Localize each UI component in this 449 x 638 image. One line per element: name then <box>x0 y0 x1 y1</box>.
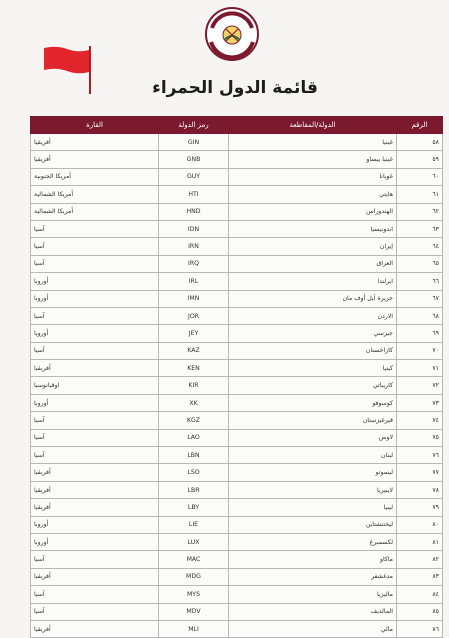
cell-continent: أفريقيا <box>31 481 159 498</box>
cell-num: ٦٤ <box>397 238 443 255</box>
table-row <box>31 394 443 411</box>
cell-continent: أمريكا الشمالية <box>31 186 159 203</box>
cell-name: لاوس <box>229 429 397 446</box>
red-flag-icon <box>42 44 94 96</box>
cell-code: MLI <box>159 620 229 637</box>
cell-num: ٨٦ <box>397 620 443 637</box>
cell-num: ٦٩ <box>397 325 443 342</box>
cell-code: HND <box>159 203 229 220</box>
cell-code: JOR <box>159 307 229 324</box>
cell-continent: آسيا <box>31 551 159 568</box>
cell-name: كوسوفو <box>229 394 397 411</box>
cell-continent: آسيا <box>31 586 159 603</box>
cell-name: هايتي <box>229 186 397 203</box>
cell-name: لايبيريا <box>229 481 397 498</box>
cell-name: الهندوراس <box>229 203 397 220</box>
cell-continent: آسيا <box>31 447 159 464</box>
cell-continent: آسيا <box>31 255 159 272</box>
table-row <box>31 307 443 324</box>
cell-num: ٦٠ <box>397 168 443 185</box>
table-row <box>31 238 443 255</box>
cell-code: MDV <box>159 603 229 620</box>
cell-code: JEY <box>159 325 229 342</box>
header-num: الرقم <box>397 117 443 134</box>
table-row <box>31 360 443 377</box>
cell-num: ٧٢ <box>397 377 443 394</box>
cell-num: ٧٤ <box>397 412 443 429</box>
qatar-moph-logo <box>196 4 268 66</box>
cell-continent: أفريقيا <box>31 499 159 516</box>
cell-code: MDG <box>159 568 229 585</box>
cell-continent: أفريقيا <box>31 360 159 377</box>
cell-num: ٨٢ <box>397 551 443 568</box>
table-row <box>31 255 443 272</box>
cell-code: LAO <box>159 429 229 446</box>
page-title: قائمة الدول الحمراء <box>152 78 318 98</box>
cell-num: ٥٩ <box>397 151 443 168</box>
cell-continent: آسيا <box>31 307 159 324</box>
cell-code: LBN <box>159 447 229 464</box>
cell-name: الاردن <box>229 307 397 324</box>
cell-name: لبنان <box>229 447 397 464</box>
cell-code: MYS <box>159 586 229 603</box>
cell-code: IRL <box>159 273 229 290</box>
cell-name: العراق <box>229 255 397 272</box>
cell-code: LUX <box>159 533 229 550</box>
cell-continent: أمريكا الجنوبية <box>31 168 159 185</box>
cell-num: ٧٥ <box>397 429 443 446</box>
cell-code: KAZ <box>159 342 229 359</box>
table-row <box>31 568 443 585</box>
cell-name: كاريباتي <box>229 377 397 394</box>
cell-name: ايرلندا <box>229 273 397 290</box>
cell-num: ٦٥ <box>397 255 443 272</box>
table-row <box>31 586 443 603</box>
cell-name: غويانا <box>229 168 397 185</box>
cell-code: GIN <box>159 134 229 151</box>
cell-continent: آسيا <box>31 603 159 620</box>
cell-num: ٧٣ <box>397 394 443 411</box>
table-row <box>31 186 443 203</box>
table-row <box>31 447 443 464</box>
table-row <box>31 499 443 516</box>
red-countries-table <box>30 116 443 638</box>
table-row <box>31 516 443 533</box>
cell-num: ٦٨ <box>397 307 443 324</box>
cell-continent: أوروبا <box>31 533 159 550</box>
cell-continent: أفريقيا <box>31 620 159 637</box>
table-row <box>31 620 443 637</box>
table-row <box>31 151 443 168</box>
cell-code: KIR <box>159 377 229 394</box>
cell-name: ليسوتو <box>229 464 397 481</box>
cell-num: ٧٧ <box>397 464 443 481</box>
cell-continent: آسيا <box>31 342 159 359</box>
cell-name: كازاخستان <box>229 342 397 359</box>
table-row <box>31 603 443 620</box>
cell-name: غينيا <box>229 134 397 151</box>
cell-code: LIE <box>159 516 229 533</box>
table-body <box>31 134 443 638</box>
cell-name: مالي <box>229 620 397 637</box>
cell-code: XK <box>159 394 229 411</box>
cell-name: المالديف <box>229 603 397 620</box>
cell-name: ليبيا <box>229 499 397 516</box>
table-row <box>31 551 443 568</box>
cell-code: KGZ <box>159 412 229 429</box>
cell-num: ٦١ <box>397 186 443 203</box>
table-row <box>31 220 443 237</box>
cell-continent: أوروبا <box>31 290 159 307</box>
cell-name: اندونيسيا <box>229 220 397 237</box>
cell-num: ٧٠ <box>397 342 443 359</box>
cell-continent: اوقيانوسيا <box>31 377 159 394</box>
cell-continent: أفريقيا <box>31 151 159 168</box>
cell-num: ٨٠ <box>397 516 443 533</box>
table-row <box>31 290 443 307</box>
cell-name: غينيا بيساو <box>229 151 397 168</box>
header-code: رمز الدولة <box>159 117 229 134</box>
cell-name: كينيا <box>229 360 397 377</box>
cell-num: ٦٧ <box>397 290 443 307</box>
cell-continent: أمريكا الشمالية <box>31 203 159 220</box>
cell-continent: آسيا <box>31 220 159 237</box>
header-continent: القارة <box>31 117 159 134</box>
cell-code: MAC <box>159 551 229 568</box>
cell-code: LSO <box>159 464 229 481</box>
table-row <box>31 412 443 429</box>
cell-name: ماكاو <box>229 551 397 568</box>
cell-code: IRN <box>159 238 229 255</box>
cell-num: ٨٥ <box>397 603 443 620</box>
cell-continent: آسيا <box>31 412 159 429</box>
cell-num: ٦٣ <box>397 220 443 237</box>
cell-code: LBY <box>159 499 229 516</box>
cell-num: ٧١ <box>397 360 443 377</box>
cell-num: ٨٤ <box>397 586 443 603</box>
cell-name: ماليزيا <box>229 586 397 603</box>
cell-continent: أوروبا <box>31 325 159 342</box>
cell-num: ٦٦ <box>397 273 443 290</box>
cell-num: ٦٢ <box>397 203 443 220</box>
cell-continent: أفريقيا <box>31 464 159 481</box>
cell-name: مدغشقر <box>229 568 397 585</box>
cell-code: IRQ <box>159 255 229 272</box>
cell-continent: آسيا <box>31 238 159 255</box>
table-row <box>31 342 443 359</box>
cell-code: IDN <box>159 220 229 237</box>
cell-name: جزيرة آيل أوف مان <box>229 290 397 307</box>
cell-name: ليختنشتاين <box>229 516 397 533</box>
cell-continent: أفريقيا <box>31 568 159 585</box>
cell-continent: آسيا <box>31 429 159 446</box>
cell-code: GNB <box>159 151 229 168</box>
table-row <box>31 168 443 185</box>
table-row <box>31 429 443 446</box>
cell-code: GUY <box>159 168 229 185</box>
cell-name: إيران <box>229 238 397 255</box>
cell-code: IMN <box>159 290 229 307</box>
table-row <box>31 464 443 481</box>
cell-name: جيرسي <box>229 325 397 342</box>
table-row <box>31 134 443 151</box>
cell-num: ٧٨ <box>397 481 443 498</box>
cell-continent: أوروبا <box>31 516 159 533</box>
cell-name: قيرغيزستان <box>229 412 397 429</box>
cell-num: ٧٦ <box>397 447 443 464</box>
cell-num: ٨٣ <box>397 568 443 585</box>
header-name: الدولة/المقاطعة <box>229 117 397 134</box>
table-row <box>31 203 443 220</box>
cell-code: HTI <box>159 186 229 203</box>
cell-continent: أوروبا <box>31 273 159 290</box>
table-row <box>31 273 443 290</box>
cell-continent: أفريقيا <box>31 134 159 151</box>
table-row <box>31 377 443 394</box>
table-row <box>31 481 443 498</box>
cell-code: LBR <box>159 481 229 498</box>
cell-num: ٥٨ <box>397 134 443 151</box>
cell-code: KEN <box>159 360 229 377</box>
cell-continent: أوروبا <box>31 394 159 411</box>
table-row <box>31 325 443 342</box>
cell-num: ٨١ <box>397 533 443 550</box>
cell-num: ٧٩ <box>397 499 443 516</box>
table-row <box>31 533 443 550</box>
cell-name: لكسمبرغ <box>229 533 397 550</box>
